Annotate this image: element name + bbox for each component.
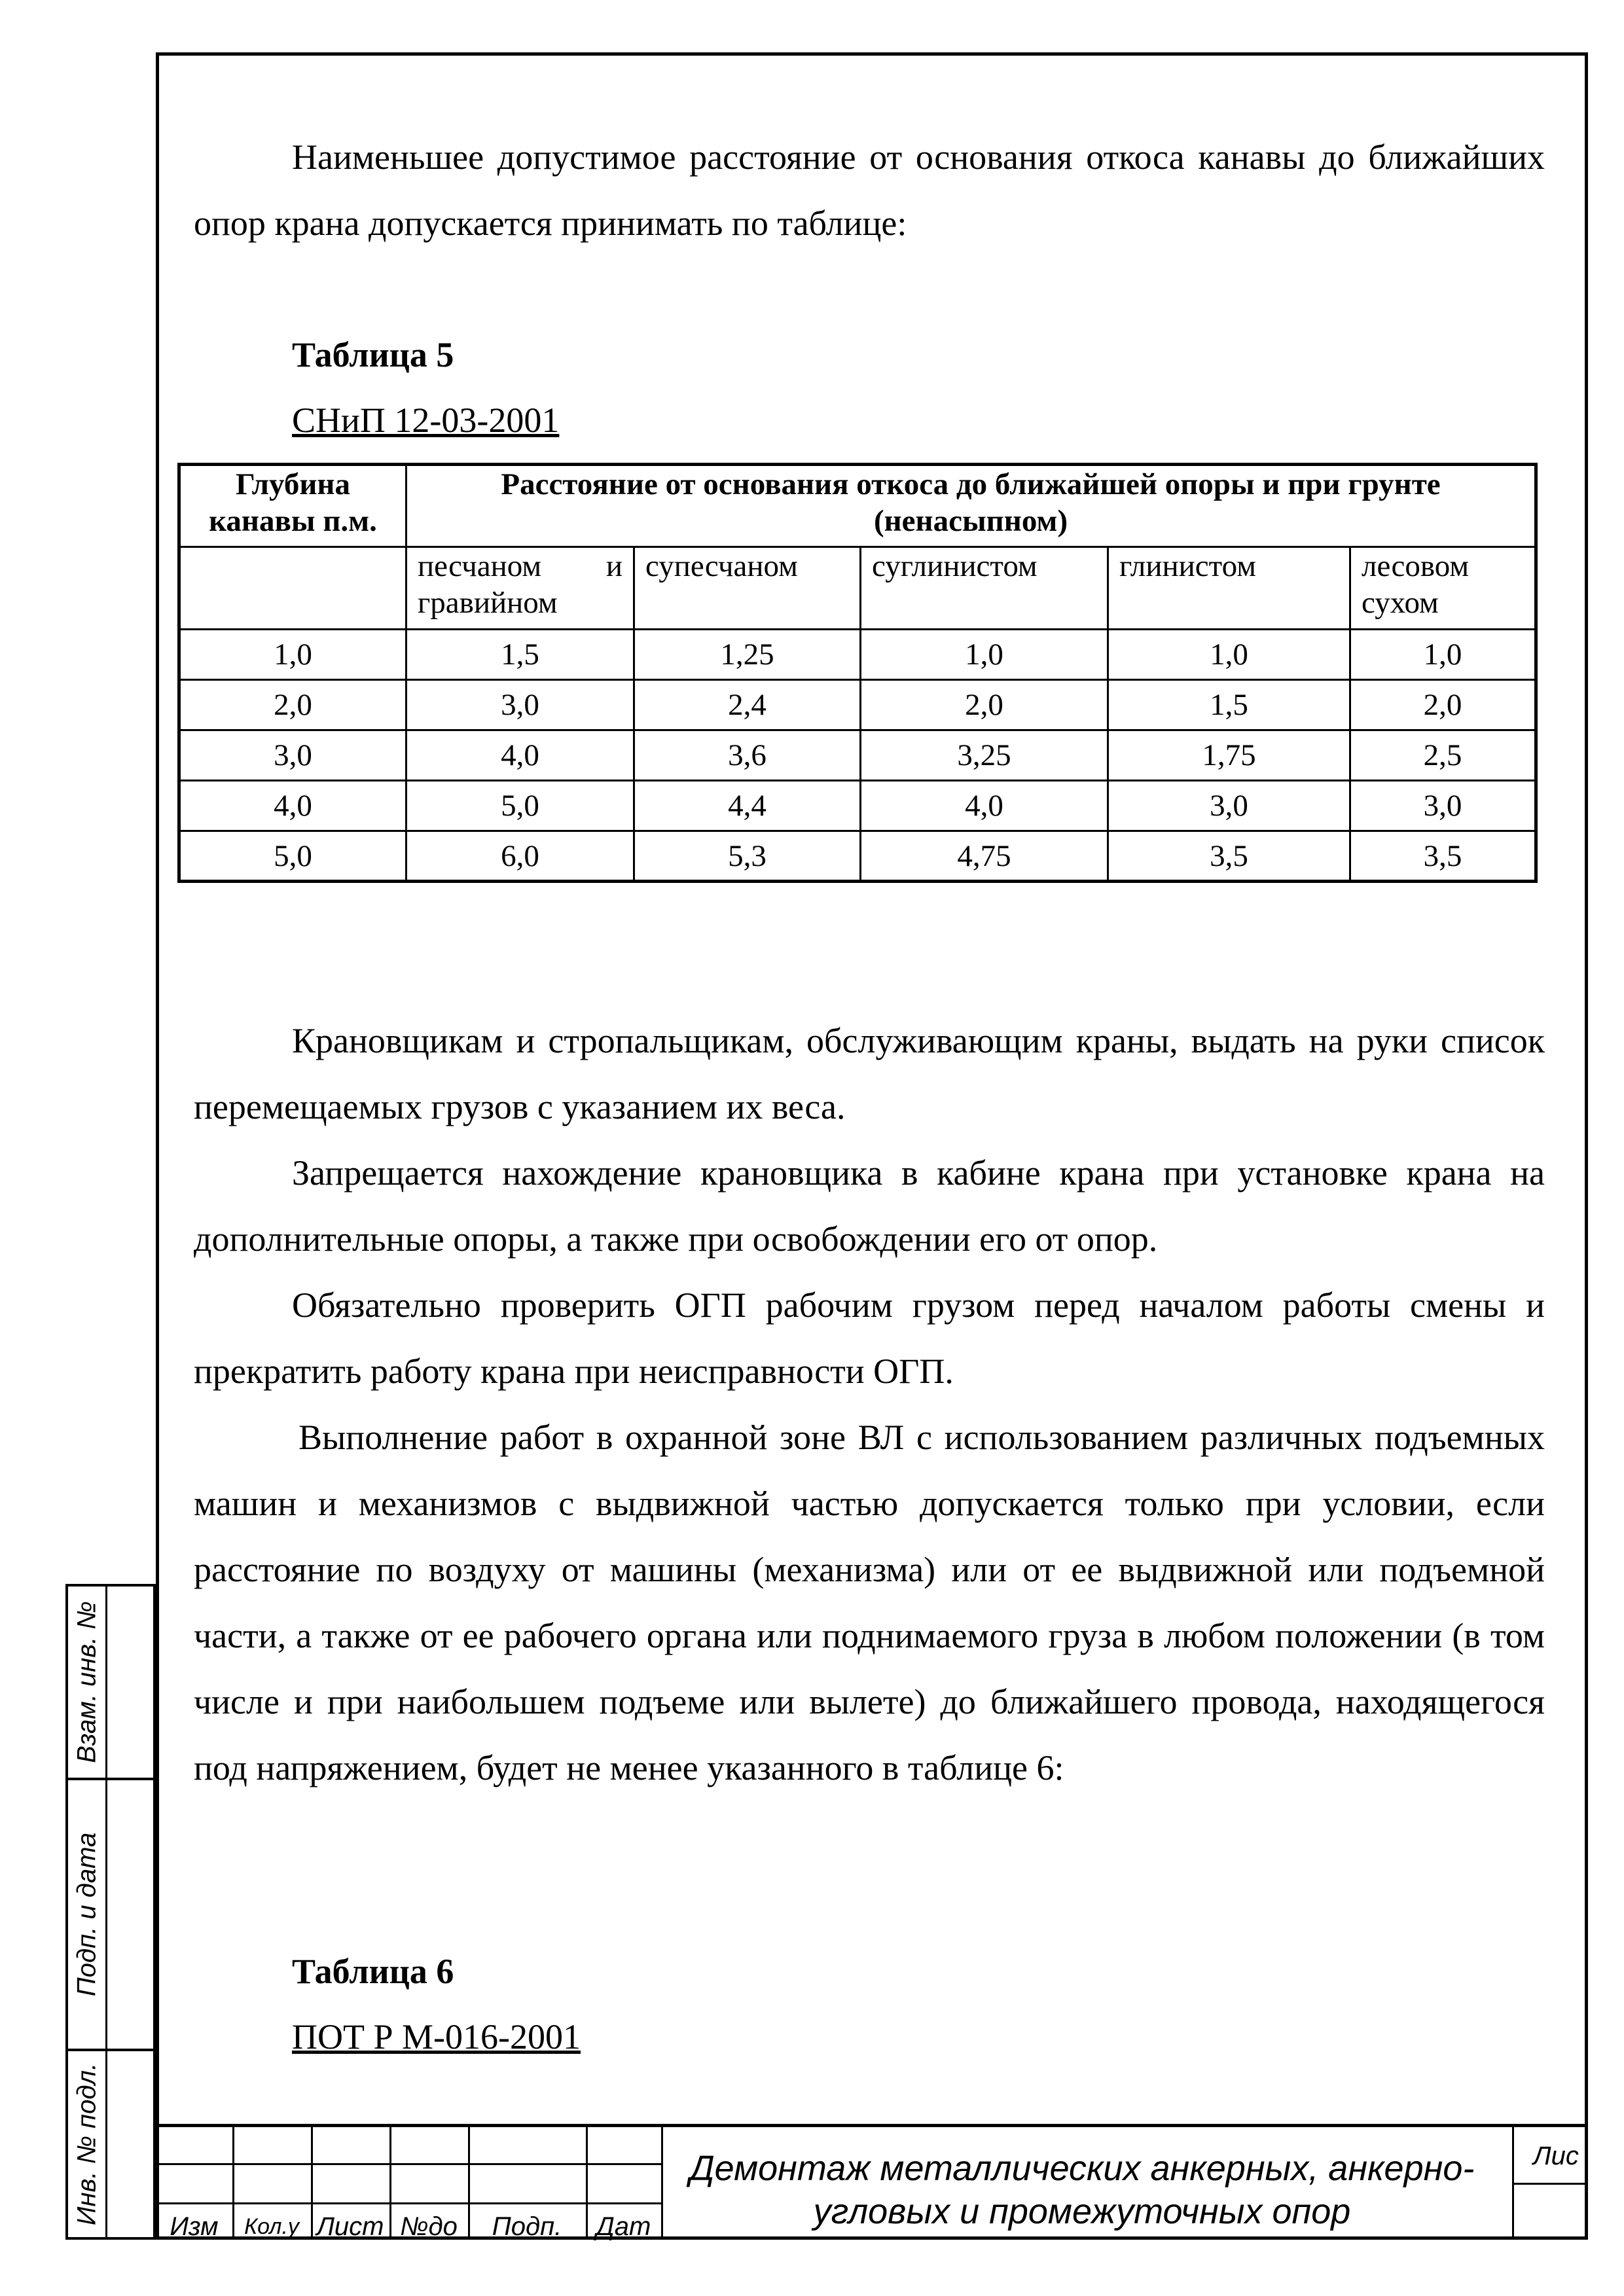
column-izm: Изм: [170, 2212, 219, 2241]
table5-source: СНиП 12-03-2001: [292, 401, 560, 440]
stamp-replaced-inv-label: Взам. инв. №: [72, 1601, 101, 1763]
stamp-replaced-inv: [65, 1584, 156, 1780]
table-cell: 3,0: [179, 730, 406, 781]
table-cell: 4,0: [179, 781, 406, 831]
stamp-original-inv: [65, 2049, 156, 2240]
table-cell: 1,75: [1108, 730, 1350, 781]
header-depth: Глубина канавы п.м.: [179, 465, 406, 547]
column-date: Дат: [596, 2212, 651, 2241]
table-row: [179, 680, 1536, 730]
table-row: [179, 781, 1536, 831]
table6-source: ПОТ Р М-016-2001: [292, 2017, 581, 2056]
table-cell: 1,0: [861, 630, 1108, 680]
stamp-original-inv-label: Инв. № подл.: [72, 2062, 101, 2226]
table-cell: 4,0: [406, 730, 634, 781]
table-cell: 3,0: [1350, 781, 1536, 831]
stamp-signature-date: [65, 1778, 156, 2051]
sheet-label: Лис: [1533, 2142, 1579, 2170]
paragraph-ogp-check: Обязательно проверить ОГП рабочим грузом перед началом работы смены и прекратить работу крана при неисправности ОГП.: [194, 1285, 1545, 1391]
table-cell: 2,5: [1350, 730, 1536, 781]
subheader-sand: [406, 547, 634, 630]
subheader-clay: глинистом: [1108, 547, 1350, 630]
table-cell: 1,25: [634, 630, 861, 680]
title-block: [156, 2124, 1588, 2240]
table-cell: 2,4: [634, 680, 861, 730]
table-cell: 4,4: [634, 781, 861, 831]
header-empty-cell: [179, 547, 406, 630]
table-cell: 3,5: [1350, 831, 1536, 882]
table6-title: Таблица 6: [292, 1952, 454, 1991]
column-kol-u: Кол.у: [244, 2214, 299, 2239]
column-ndoc: №до: [400, 2212, 458, 2241]
table5: [177, 463, 1538, 883]
table-cell: 3,5: [1108, 831, 1350, 882]
subheader-sandy-loam: супесчаном: [634, 547, 861, 630]
subheader-sand-label: песчаном и гравийном: [418, 549, 623, 620]
paragraph-power-line-zone: Выполнение работ в охранной зоне ВЛ с использованием различных подъемных машин и механизмов с выдвижной частью допускается только при условии, если расстояние по воздуху от машины (механизма) или от ее выдвижной или подъемной части, а также от ее рабочего органа или поднимаемого груза в любом положении (в том числе и при наибольшем подъеме или вылете) до ближайшего провода, находящегося под напряжением, будет не менее указанного в таблице 6:: [194, 1418, 1545, 1787]
table-row: [179, 730, 1536, 781]
subheader-loam: суглинистом: [861, 547, 1108, 630]
column-list: Лист: [316, 2212, 384, 2241]
table-cell: 1,0: [179, 630, 406, 680]
header-distance-group: Расстояние от основания откоса до ближайшей опоры и при грунте (ненасыпном): [406, 465, 1536, 547]
table-row: [179, 831, 1536, 882]
paragraph-price-list: Крановщикам и стропальщикам, обслуживающим краны, выдать на руки список перемещаемых грузов с указанием их веса.: [194, 1021, 1545, 1126]
table-cell: 1,0: [1350, 630, 1536, 680]
table-cell: 6,0: [406, 831, 634, 882]
table5-title: Таблица 5: [292, 335, 454, 374]
table-cell: 3,6: [634, 730, 861, 781]
intro-paragraph: Наименьшее допустимое расстояние от основания откоса канавы до ближайших опор крана допускается принимать по таблице:: [194, 137, 1545, 243]
table-cell: 3,25: [861, 730, 1108, 781]
subheader-loess: лесовом сухом: [1350, 547, 1536, 630]
stamp-signature-date-label: Подп. и дата: [72, 1832, 101, 1997]
table-cell: 4,0: [861, 781, 1108, 831]
table-cell: 3,0: [1108, 781, 1350, 831]
table-cell: 1,0: [1108, 630, 1350, 680]
table-cell: 3,0: [406, 680, 634, 730]
table-cell: 1,5: [406, 630, 634, 680]
table-cell: 5,0: [406, 781, 634, 831]
table-cell: 1,5: [1108, 680, 1350, 730]
document-title: Демонтаж металлических анкерных, анкерно-угловых и промежуточных опор: [689, 2149, 1475, 2231]
table-cell: 5,3: [634, 831, 861, 882]
column-podp: Подп.: [492, 2212, 562, 2241]
table-row: [179, 630, 1536, 680]
table-cell: 5,0: [179, 831, 406, 882]
table-cell: 2,0: [1350, 680, 1536, 730]
table-cell: 4,75: [861, 831, 1108, 882]
paragraph-cabin-prohibition: Запрещается нахождение крановщика в кабине крана при установке крана на дополнительные опоры, а также при освобождении его от опор.: [194, 1153, 1545, 1259]
table-cell: 2,0: [861, 680, 1108, 730]
table-cell: 2,0: [179, 680, 406, 730]
